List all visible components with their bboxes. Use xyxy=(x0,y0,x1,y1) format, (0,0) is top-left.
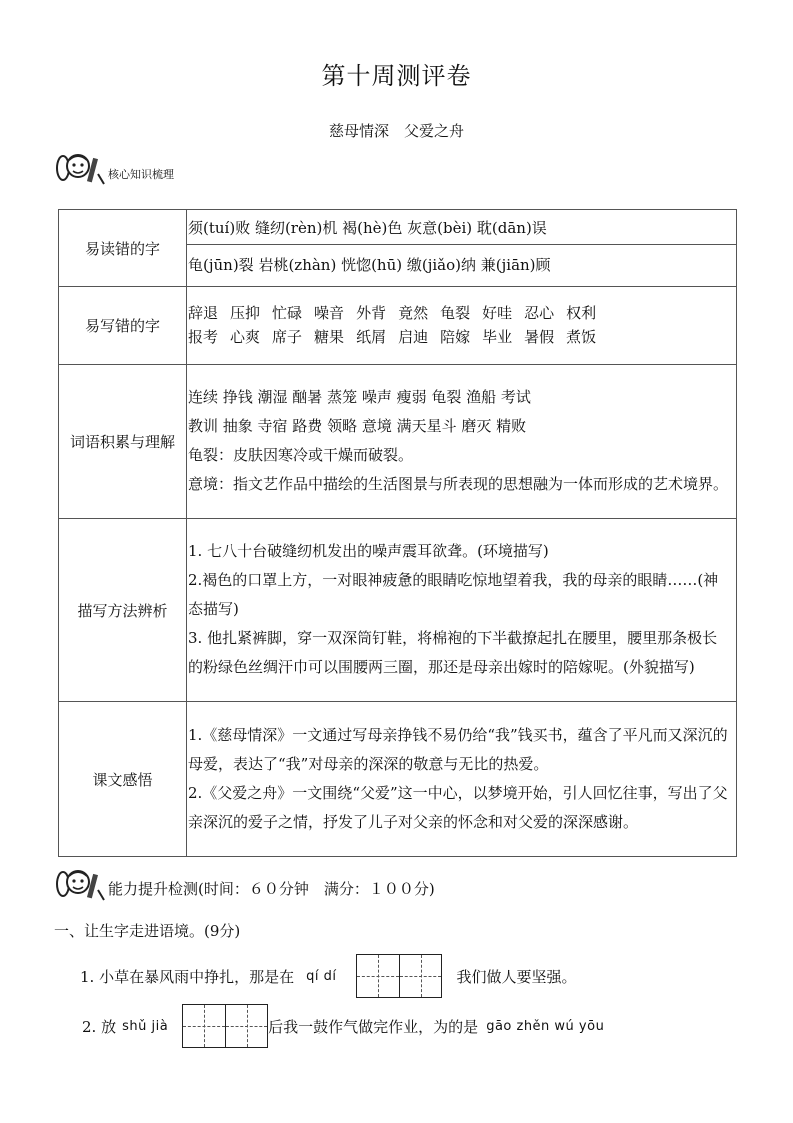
table-row xyxy=(59,519,737,702)
method-line: 3. 他扎紧裤脚，穿一双深筒钉鞋，将棉袍的下半截撩起扎在腰里，腰里那条极长的粉绿色丝绸汗巾可以围腰两三圈，那还是母亲出嫁时的陪嫁呢。(外貌描写) xyxy=(188,629,718,676)
word: 噪音 xyxy=(314,304,345,322)
word-line xyxy=(188,325,732,349)
page-subtitle: 慈母情深 父爱之舟 xyxy=(328,122,464,140)
vocab-line: 教训 抽象 寺宿 路费 领略 意境 满天星斗 磨灭 精败 xyxy=(188,417,527,435)
definition-line: 意境：指文艺作品中描绘的生活图景与所表现的思想融为一体而形成的艺术境界。 xyxy=(188,475,729,493)
pinyin-prompt: gāo zhěn wú yōu xyxy=(486,1018,605,1034)
answer-box[interactable] xyxy=(183,1005,225,1047)
ability-badge xyxy=(54,866,435,902)
question-text: 1. 小草在暴风雨中挣扎，那是在 xyxy=(80,967,295,986)
word: 忙碌 xyxy=(272,304,303,322)
cartoon-magnifier-icon xyxy=(54,866,106,902)
table-row xyxy=(59,702,737,857)
word: 席子 xyxy=(272,328,303,346)
word: 外背 xyxy=(356,304,387,322)
answer-box-grid[interactable] xyxy=(356,954,442,998)
definition-line: 龟裂：皮肤因寒冷或干燥而破裂。 xyxy=(188,446,414,464)
word: 纸屑 xyxy=(356,328,387,346)
word: 竟然 xyxy=(398,304,429,322)
word: 糖果 xyxy=(314,328,345,346)
answer-box[interactable] xyxy=(399,955,441,997)
row-category: 词语积累与理解 xyxy=(59,365,187,519)
insight-line: 1.《慈母情深》一文通过写母亲挣钱不易仍给“我”钱买书，蕴含了平凡而又深沉的母爱，表达了“我”对母亲的深深的敬意与无比的热爱。 xyxy=(188,725,728,773)
word: 启迪 xyxy=(398,328,429,346)
page-title: 第十周测评卷 xyxy=(321,62,472,90)
word: 龟裂 xyxy=(440,304,471,322)
word-line xyxy=(188,301,732,325)
answer-box-grid[interactable] xyxy=(182,1004,268,1048)
question-text: 2. 放 xyxy=(82,1017,117,1036)
pinyin-prompt: qí dí xyxy=(306,968,337,984)
reading-line: 龟(jūn)裂 岩桃(zhàn) 恍惚(hū) 缴(jiǎo)纳 兼(jiān)顾 xyxy=(188,255,551,274)
word: 陪嫁 xyxy=(440,328,471,346)
question-2 xyxy=(82,1004,604,1048)
table-row xyxy=(59,365,737,519)
answer-box[interactable] xyxy=(225,1005,267,1047)
section-heading: 一、让生字走进语境。(9分) xyxy=(54,922,241,940)
reading-line: 须(tuí)败 缝纫(rèn)机 褐(hè)色 灰意(bèi) 耽(dān)误 xyxy=(187,212,736,245)
method-line: 1. 七八十台破缝纫机发出的噪声震耳欲聋。(环境描写) xyxy=(188,542,549,560)
review-table xyxy=(58,209,737,857)
row-category: 课文感悟 xyxy=(59,702,187,857)
knowledge-badge xyxy=(54,150,174,186)
insight-line: 2.《父爱之舟》一文围绕“父爱”这一中心，以梦境开始，引人回忆往事，写出了父亲深沉的爱子之情，抒发了儿子对父亲的怀念和对父爱的深深感谢。 xyxy=(188,783,728,831)
word: 心爽 xyxy=(230,328,261,346)
word: 忍心 xyxy=(524,304,555,322)
row-category: 描写方法辨析 xyxy=(59,519,187,702)
question-1 xyxy=(80,954,576,998)
table-row xyxy=(59,287,737,365)
ability-badge-label: 能力提升检测(时间：６０分钟 满分：１００分) xyxy=(108,879,435,898)
method-line: 2.褐色的口罩上方，一对眼神疲惫的眼睛吃惊地望着我，我的母亲的眼睛……(神态描写) xyxy=(188,571,719,618)
question-text: 我们做人要坚强。 xyxy=(456,967,577,986)
row-category: 易读错的字 xyxy=(59,210,187,287)
pinyin-prompt: shǔ jià xyxy=(122,1018,169,1034)
answer-box[interactable] xyxy=(357,955,399,997)
table-row xyxy=(59,210,737,287)
word: 权利 xyxy=(566,304,597,322)
row-category: 易写错的字 xyxy=(59,287,187,365)
word: 压抑 xyxy=(230,304,261,322)
knowledge-badge-label: 核心知识梳理 xyxy=(108,168,174,181)
question-text: 后我一鼓作气做完作业，为的是 xyxy=(268,1017,479,1036)
cartoon-magnifier-icon xyxy=(54,150,106,186)
word: 煮饭 xyxy=(566,328,597,346)
word: 暑假 xyxy=(524,328,555,346)
word: 好哇 xyxy=(482,304,513,322)
word: 报考 xyxy=(188,328,219,346)
word: 毕业 xyxy=(482,328,513,346)
word: 辞退 xyxy=(188,304,219,322)
vocab-line: 连续 挣钱 潮湿 酗暑 蒸笼 噪声 瘦弱 龟裂 渔船 考试 xyxy=(188,388,531,406)
